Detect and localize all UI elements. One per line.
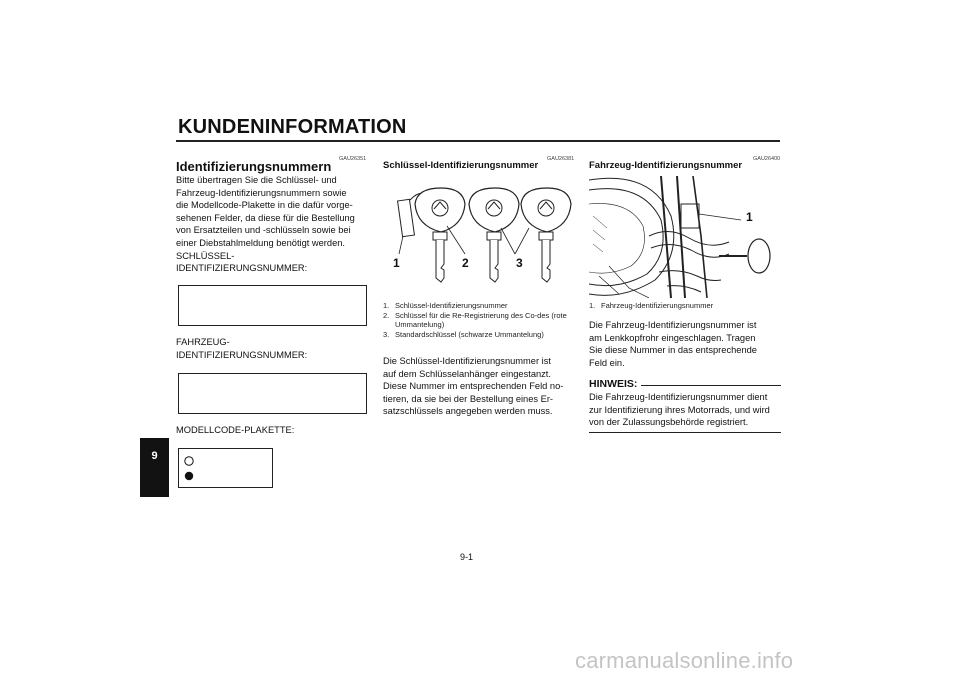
steering-head-illustration (589, 176, 773, 298)
note-title: HINWEIS: (589, 378, 641, 390)
key-number-field[interactable] (178, 285, 367, 326)
note-text (589, 391, 783, 429)
key-tag-icon (398, 199, 415, 236)
intro-line: die Modellcode-Plakette in die dafür vorge- (176, 200, 353, 211)
leader-line (447, 226, 465, 254)
keys-caption-list (383, 301, 575, 339)
chapter-tab (140, 438, 169, 497)
note-line: Die Fahrzeug-Identifizierungsnummer dient (589, 392, 768, 402)
mirror-icon (748, 239, 770, 273)
left-section-heading: Identifizierungsnummern (176, 159, 332, 174)
intro-line: einer Diebstahlmeldung benötigt werden. (176, 237, 346, 248)
key-number-label: SCHLÜSSEL- (176, 250, 235, 261)
watermark: carmanualsonline.info (575, 648, 794, 673)
key-icon-1 (415, 188, 465, 282)
note-line: zur Identifizierung ihres Motorrads, und wird (589, 404, 770, 415)
caption-item: 1. Schlüssel-Identifizierungsnummer (383, 301, 508, 310)
middle-section-code: GAU26381 (547, 156, 575, 162)
key-icon-2 (469, 188, 519, 282)
right-section-code: GAU26400 (753, 156, 781, 162)
left-section-code: GAU26351 (339, 156, 367, 162)
key-number-label: IDENTIFIZIERUNGSNUMMER: (176, 263, 308, 274)
caption-item: 3. Standardschlüssel (schwarze Ummantelung) (383, 329, 544, 339)
vehicle-caption-list (589, 301, 781, 311)
body-line: auf dem Schlüsselanhänger eingestanzt. (383, 368, 551, 379)
key-callout-2: 2 (462, 256, 469, 270)
note-bottom-rule (589, 432, 781, 433)
key-icon-3 (521, 188, 571, 282)
body-line: tieren, da sie bei der Bestellung eines Er- (383, 393, 554, 404)
vehicle-callout-1: 1 (746, 210, 753, 224)
intro-line: Bitte übertragen Sie die Schlüssel- und (176, 175, 337, 185)
fuel-tank-icon (589, 178, 674, 295)
body-line: Diese Nummer im entsprechenden Feld no- (383, 381, 564, 392)
vehicle-label-line: IDENTIFIZIERUNGSNUMMER: (176, 349, 308, 360)
leader-line (515, 228, 529, 254)
right-section-heading: Fahrzeug-Identifizierungsnummer (589, 160, 743, 171)
keys-illustration (383, 178, 578, 294)
intro-line: sehenen Felder, da diese für die Bestellung (176, 212, 355, 223)
leader-line (501, 228, 515, 254)
chapter-tab-number: 9 (151, 450, 158, 462)
model-code-markers (179, 449, 272, 487)
body-line: Die Fahrzeug-Identifizierungsnummer ist (589, 320, 757, 330)
page-number: 9-1 (460, 552, 474, 562)
leader-line (399, 236, 403, 254)
intro-line: Fahrzeug-Identifizierungsnummern sowie (176, 187, 347, 198)
vehicle-label-line: FAHRZEUG- (176, 337, 230, 347)
caption-item: 1. Fahrzeug-Identifizierungsnummer (589, 301, 714, 310)
title-rule (176, 140, 780, 142)
left-intro-text (176, 174, 368, 275)
model-code-label: MODELLCODE-PLAKETTE: (176, 425, 295, 435)
right-body-text (589, 319, 781, 369)
middle-section-heading: Schlüssel-Identifizierungsnummer (383, 160, 539, 171)
note-line: von der Zulassungsbehörde registriert. (589, 417, 749, 428)
page-title: KUNDENINFORMATION (178, 116, 407, 138)
filled-circle-icon (185, 472, 193, 480)
key-callout-1: 1 (393, 256, 400, 270)
hollow-circle-icon (185, 457, 193, 465)
intro-line: von Ersatzteilen und -schlüsseln sowie bei (176, 225, 351, 236)
caption-item: 2. Schlüssel für die Re-Registrierung des Co-des (rote Ummantelung) (383, 310, 567, 329)
body-line: Sie diese Nummer in das entsprechende (589, 345, 757, 356)
middle-body-text (383, 355, 579, 418)
body-line: Feld ein. (589, 357, 625, 368)
model-code-field[interactable] (178, 448, 273, 488)
vehicle-number-field[interactable] (178, 373, 367, 414)
body-line: satzschlüssels angegeben werden muss. (383, 406, 553, 417)
key-callout-3: 3 (516, 256, 523, 270)
vehicle-number-label (176, 336, 307, 361)
body-line: am Lenkkopfrohr eingeschlagen. Tragen (589, 332, 756, 343)
body-line: Die Schlüssel-Identifizierungsnummer ist (383, 356, 551, 366)
